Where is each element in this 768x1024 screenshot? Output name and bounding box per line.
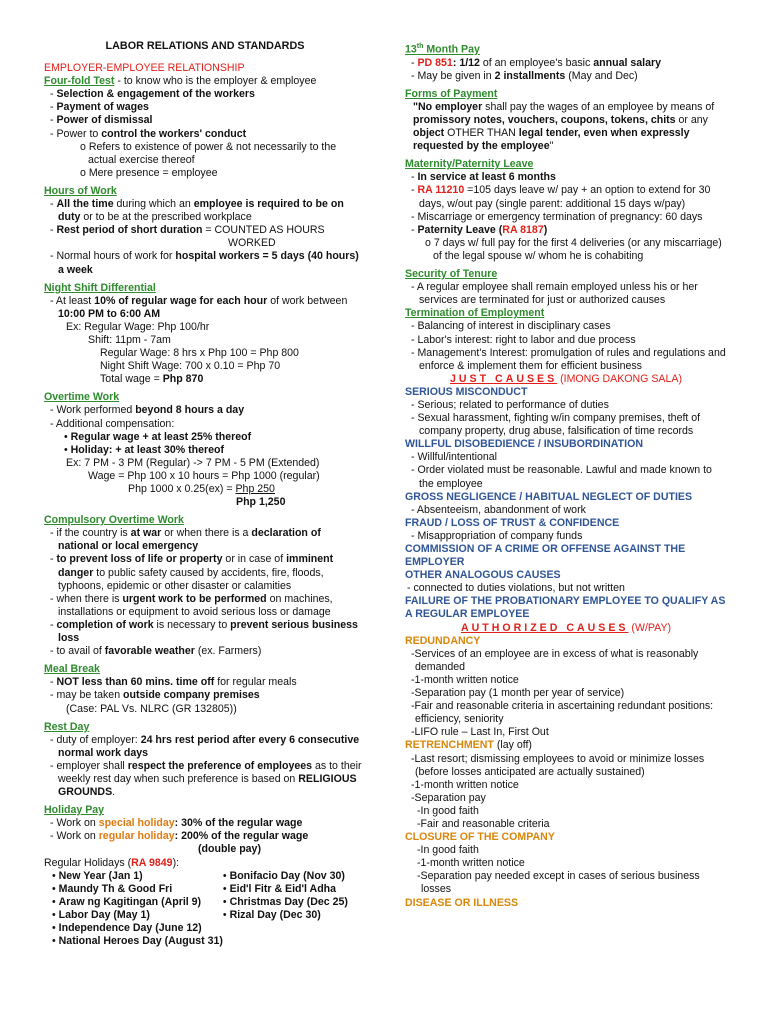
case-line: (Case: PAL Vs. NLRC (GR 132805)) [66,702,237,715]
list-item: - Sexual harassment, fighting w/in company premises, theft of company property, drug abuse, falsification of time records [411,412,701,438]
list-item: - RA 11210 =105 days leave w/ pay + an option to extend for 30 days, w/out pay (single parent: additional 15 days w/pay) [411,184,711,210]
quote: "No employer shall pay the wages of an employee by means of promissory notes, vouchers, coupons, tokens, chits or any object OTHER THAN legal tender, even when expressly requested by the employee" [413,100,715,153]
closure-heading: CLOSURE OF THE COMPANY [405,831,555,844]
list-item: • Eid'l Fitr & Eid'l Adha [222,882,337,895]
list-item: - All the time during which an employee is required to be on duty or to be at the prescribed workplace [50,198,344,224]
list-item: • Araw ng Kagitingan (April 9) [52,895,202,908]
wd-heading: WILLFUL DISOBEDIENCE / INSUBORDINATION [405,438,643,451]
list-item: • Independence Day (June 12) [52,922,202,934]
list-item: • Bonifacio Day (Nov 30) [222,869,345,882]
hours-heading: Hours of Work [44,184,117,197]
list-item: • Labor Day (May 1) [52,908,150,921]
list-item: - Additional compensation: [50,417,175,430]
list-item: - Labor's interest: right to labor and due process [411,333,636,346]
list-item: - connected to duties violations, but not written [407,582,625,595]
list-item: - PD 851: 1/12 of an employee's basic annual salary [411,56,661,69]
list-item: - A regular employee shall remain employed unless his or her services are terminated for just or authorized causes [411,281,698,307]
list-item: - Work on special holiday: 30% of the regular wage [50,817,303,830]
list-item: - NOT less than 60 mins. time off for regular meals [50,676,297,689]
m13-heading: 13th Month Pay [405,43,480,56]
list-item: - Misappropriation of company funds [411,529,583,542]
list-item: - Miscarriage or emergency termination of pregnancy: 60 days [411,210,703,223]
regular-holidays-label: Regular Holidays (RA 9849): [44,856,180,869]
list-subitem: -In good faith [417,804,479,817]
list-subitem: o Mere presence = employee [80,166,218,179]
list-item: • National Heroes Day (August 31) [52,935,223,948]
list-item: -Separation pay (1 month per year of service) [411,687,625,700]
hp-heading: Holiday Pay [44,804,105,817]
holiday-col-left [52,870,223,949]
list-item: - Rest period of short duration = COUNTED AS HOURS WORKED [50,224,325,250]
list-item: -Fair and reasonable criteria in ascertaining redundant positions: efficiency, seniority [411,700,714,726]
list-item: - to avail of favorable weather (ex. Farmers) [50,645,262,658]
meal-heading: Meal Break [44,663,100,676]
list-item: - Work on regular holiday: 200% of the regular wage (double pay) [50,830,309,856]
list-item: - Paternity Leave (RA 8187) [411,223,548,236]
rest-heading: Rest Day [44,720,90,733]
list-item: - In service at least 6 months [411,171,556,184]
list-item: - Payment of wages [50,101,149,114]
right-column [405,40,727,910]
example-line: Regular Wage: 8 hrs x Php 100 = Php 800 [100,347,299,360]
list-item: - May be given in 2 installments (May and Dec) [411,69,638,82]
list-item: - Power to control the workers' conduct [50,127,247,140]
nsd-heading: Night Shift Differential [44,281,156,294]
list-item: - Serious; related to performance of duties [411,398,609,411]
retrenchment-heading: RETRENCHMENT (lay off) [405,739,532,752]
list-item: -Services of an employee are in excess of what is reasonably demanded [411,647,699,673]
te-heading: Termination of Employment [405,307,545,320]
list-item: -1-month written notice [411,673,519,686]
list-item: • Christmas Day (Dec 25) [222,895,348,908]
eer-heading: EMPLOYER-EMPLOYEE RELATIONSHIP [44,62,245,75]
list-item: - if the country is at war or when there is a declaration of national or local emergency [50,527,321,553]
list-item: - when there is urgent work to be performed on machines, installations or equipment to avoid serious loss or damage [50,592,333,618]
holiday-col-right [223,870,362,949]
list-item: -Separation pay needed except in cases of serious business losses [417,870,700,896]
example-line: Ex: Regular Wage: Php 100/hr [66,320,210,333]
list-subitem: o Refers to existence of power & not necessarily to the actual exercise thereof [80,140,337,166]
list-item: - Normal hours of work for hospital workers = 5 days (40 hours) a week [50,250,359,276]
list-item: - completion of work is necessary to prevent serious business loss [50,618,358,645]
example-line: Wage = Php 100 x 10 hours = Php 1000 (regular) [88,469,320,482]
list-item: -1-month written notice [411,778,519,791]
oa-heading: OTHER ANALOGOUS CAUSES [405,569,561,582]
list-item: -Separation pay [411,791,486,804]
example-line: Night Shift Wage: 700 x 0.10 = Php 70 [100,360,281,373]
example-line: Ex: 7 PM - 3 PM (Regular) -> 7 PM - 5 PM (Extended) [66,456,320,469]
list-item: - Work performed beyond 8 hours a day [50,404,245,417]
fp-heading: Forms of Payment [405,87,498,100]
example-line: Php 1000 x 0.25(ex) = Php 250 [128,483,275,495]
list-item: -In good faith [417,844,479,857]
list-item: - Absenteeism, abandonment of work [411,503,586,516]
bullet-item: • Holiday: + at least 30% thereof [64,443,225,456]
list-item: -1-month written notice [417,857,525,870]
example-line: Total wage = Php 870 [100,373,204,386]
st-heading: Security of Tenure [405,268,498,281]
list-item: - Order violated must be reasonable. Lawful and made known to the employee [411,464,712,490]
list-subitem: o 7 days w/ full pay for the first 4 deliveries (or any miscarriage) of the legal spouse w/ whom he is cohabiting [425,236,722,262]
bullet-item: • Regular wage + at least 25% thereof [64,430,252,443]
gn-heading: GROSS NEGLIGENCE / HABITUAL NEGLECT OF DUTIES [405,490,693,503]
example-line: Php 1,250 [236,496,286,509]
left-column [44,40,362,948]
list-item: • Rizal Day (Dec 30) [222,908,321,921]
cc-heading: COMMISSION OF A CRIME OR OFFENSE AGAINST THE EMPLOYER [405,543,686,569]
list-subitem: -Fair and reasonable criteria [417,817,550,830]
disease-heading: DISEASE OR ILLNESS [405,896,519,909]
list-item: - Selection & engagement of the workers [50,88,255,101]
list-item: - Willful/intentional [411,451,497,464]
list-item: - Balancing of interest in disciplinary cases [411,320,611,333]
fpe-heading: FAILURE OF THE PROBATIONARY EMPLOYEE TO QUALIFY AS A REGULAR EMPLOYEE [405,595,726,621]
list-item: - Power of dismissal [50,114,153,127]
list-item: - At least 10% of regular wage for each hour of work between 10:00 PM to 6:00 AM [50,294,348,320]
sm-heading: SERIOUS MISCONDUCT [405,385,528,398]
just-causes-heading: JUST CAUSES (IMONG DAKONG SALA) [450,372,682,385]
fourfold-line: Four-fold Test - to know who is the employer & employee [44,75,317,88]
list-item: - may be taken outside company premises [50,689,260,702]
list-item: -Last resort; dismissing employees to avoid or minimize losses (before losses anticipated are actually sustained) [411,752,705,778]
list-item: - employer shall respect the preference of employees as to their weekly rest day when such preference is based on RELIGIOUS GROUNDS. [50,759,362,799]
list-item: - Management's Interest: promulgation of rules and regulations and enforce & implement them for efficient business [411,346,726,372]
list-item: • New Year (Jan 1) [52,869,143,882]
mp-heading: Maternity/Paternity Leave [405,158,534,171]
redundancy-heading: REDUNDANCY [405,634,481,647]
cot-heading: Compulsory Overtime Work [44,514,184,527]
list-item: • Maundy Th & Good Fri [52,882,173,895]
page-title: LABOR RELATIONS AND STANDARDS [105,40,305,52]
authorized-causes-heading: AUTHORIZED CAUSES (W/PAY) [460,621,672,634]
list-item: - to prevent loss of life or property or in case of imminent danger to public safety caused by accidents, fire, floods, typhoons, epidemic or other disaster or calamities [50,553,334,592]
holiday-list [44,870,362,949]
list-item: -LIFO rule – Last In, First Out [411,726,549,739]
list-item: - duty of employer: 24 hrs rest period after every 6 consecutive normal work days [50,733,360,759]
example-line: Shift: 11pm - 7am [88,333,171,346]
fr-heading: FRAUD / LOSS OF TRUST & CONFIDENCE [405,516,620,529]
ot-heading: Overtime Work [44,391,120,404]
